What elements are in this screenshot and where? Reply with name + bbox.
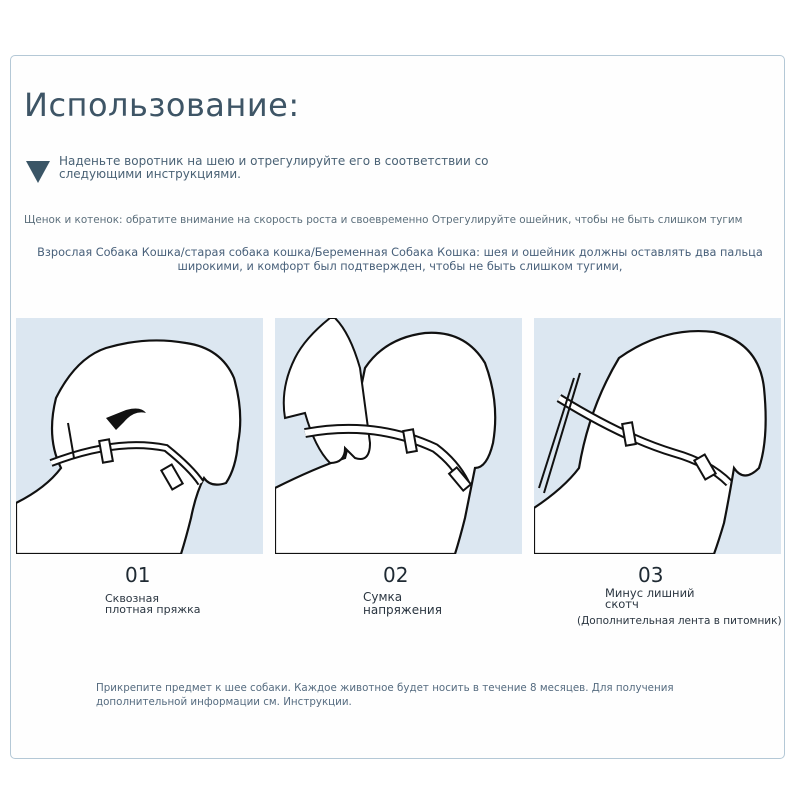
- intro-text: Наденьте воротник на шею и отрегулируйте его в соответствии со следующими инструкциями.: [59, 154, 489, 181]
- step-2-label-line1: Сумка: [363, 590, 403, 604]
- step-3-sub-label: (Дополнительная лента в питомник): [577, 615, 782, 627]
- step-3-label: [605, 588, 695, 610]
- step-2-number: 02: [383, 563, 409, 587]
- dog-collar-buckle-illustration: [16, 318, 263, 554]
- triangle-down-icon: [26, 161, 50, 183]
- step-2-label-line2: напряжения: [363, 603, 442, 617]
- step-2-label: [363, 591, 442, 617]
- step-1-illustration: [16, 318, 263, 554]
- step-3-label-line2: скотч: [605, 597, 639, 611]
- page-title: Использование:: [24, 86, 300, 124]
- step-3-number: 03: [638, 563, 664, 587]
- step-1-number: 01: [125, 563, 151, 587]
- dog-collar-trim-illustration: [534, 318, 781, 554]
- adult-note: Взрослая Собака Кошка/старая собака кошка/Беременная Собака Кошка: шея и ошейник должны оставлять два пальца широкими, и комфорт был подтвержден, чтобы не быть слишком тугими,: [37, 246, 763, 273]
- intro-block: [26, 155, 489, 183]
- step-3-label-line1: Минус лишний: [605, 586, 695, 600]
- step-3-illustration: [534, 318, 781, 554]
- puppy-kitten-note: Щенок и котенок: обратите внимание на скорость роста и своевременно Отрегулируйте ошейник, чтобы не быть слишком тугим: [24, 214, 743, 226]
- step-1-label-line1: Сквозная: [105, 592, 159, 605]
- footer-text: Прикрепите предмет к шее собаки. Каждое животное будет носить в течение 8 месяцев. Для получения дополнительной информации см. Инструкции.: [96, 682, 674, 708]
- hand-icon: [284, 318, 370, 463]
- step-1-label-line2: плотная пряжка: [105, 603, 201, 616]
- step-1-label: [105, 593, 201, 615]
- dog-collar-tension-illustration: [275, 318, 522, 554]
- step-2-illustration: [275, 318, 522, 554]
